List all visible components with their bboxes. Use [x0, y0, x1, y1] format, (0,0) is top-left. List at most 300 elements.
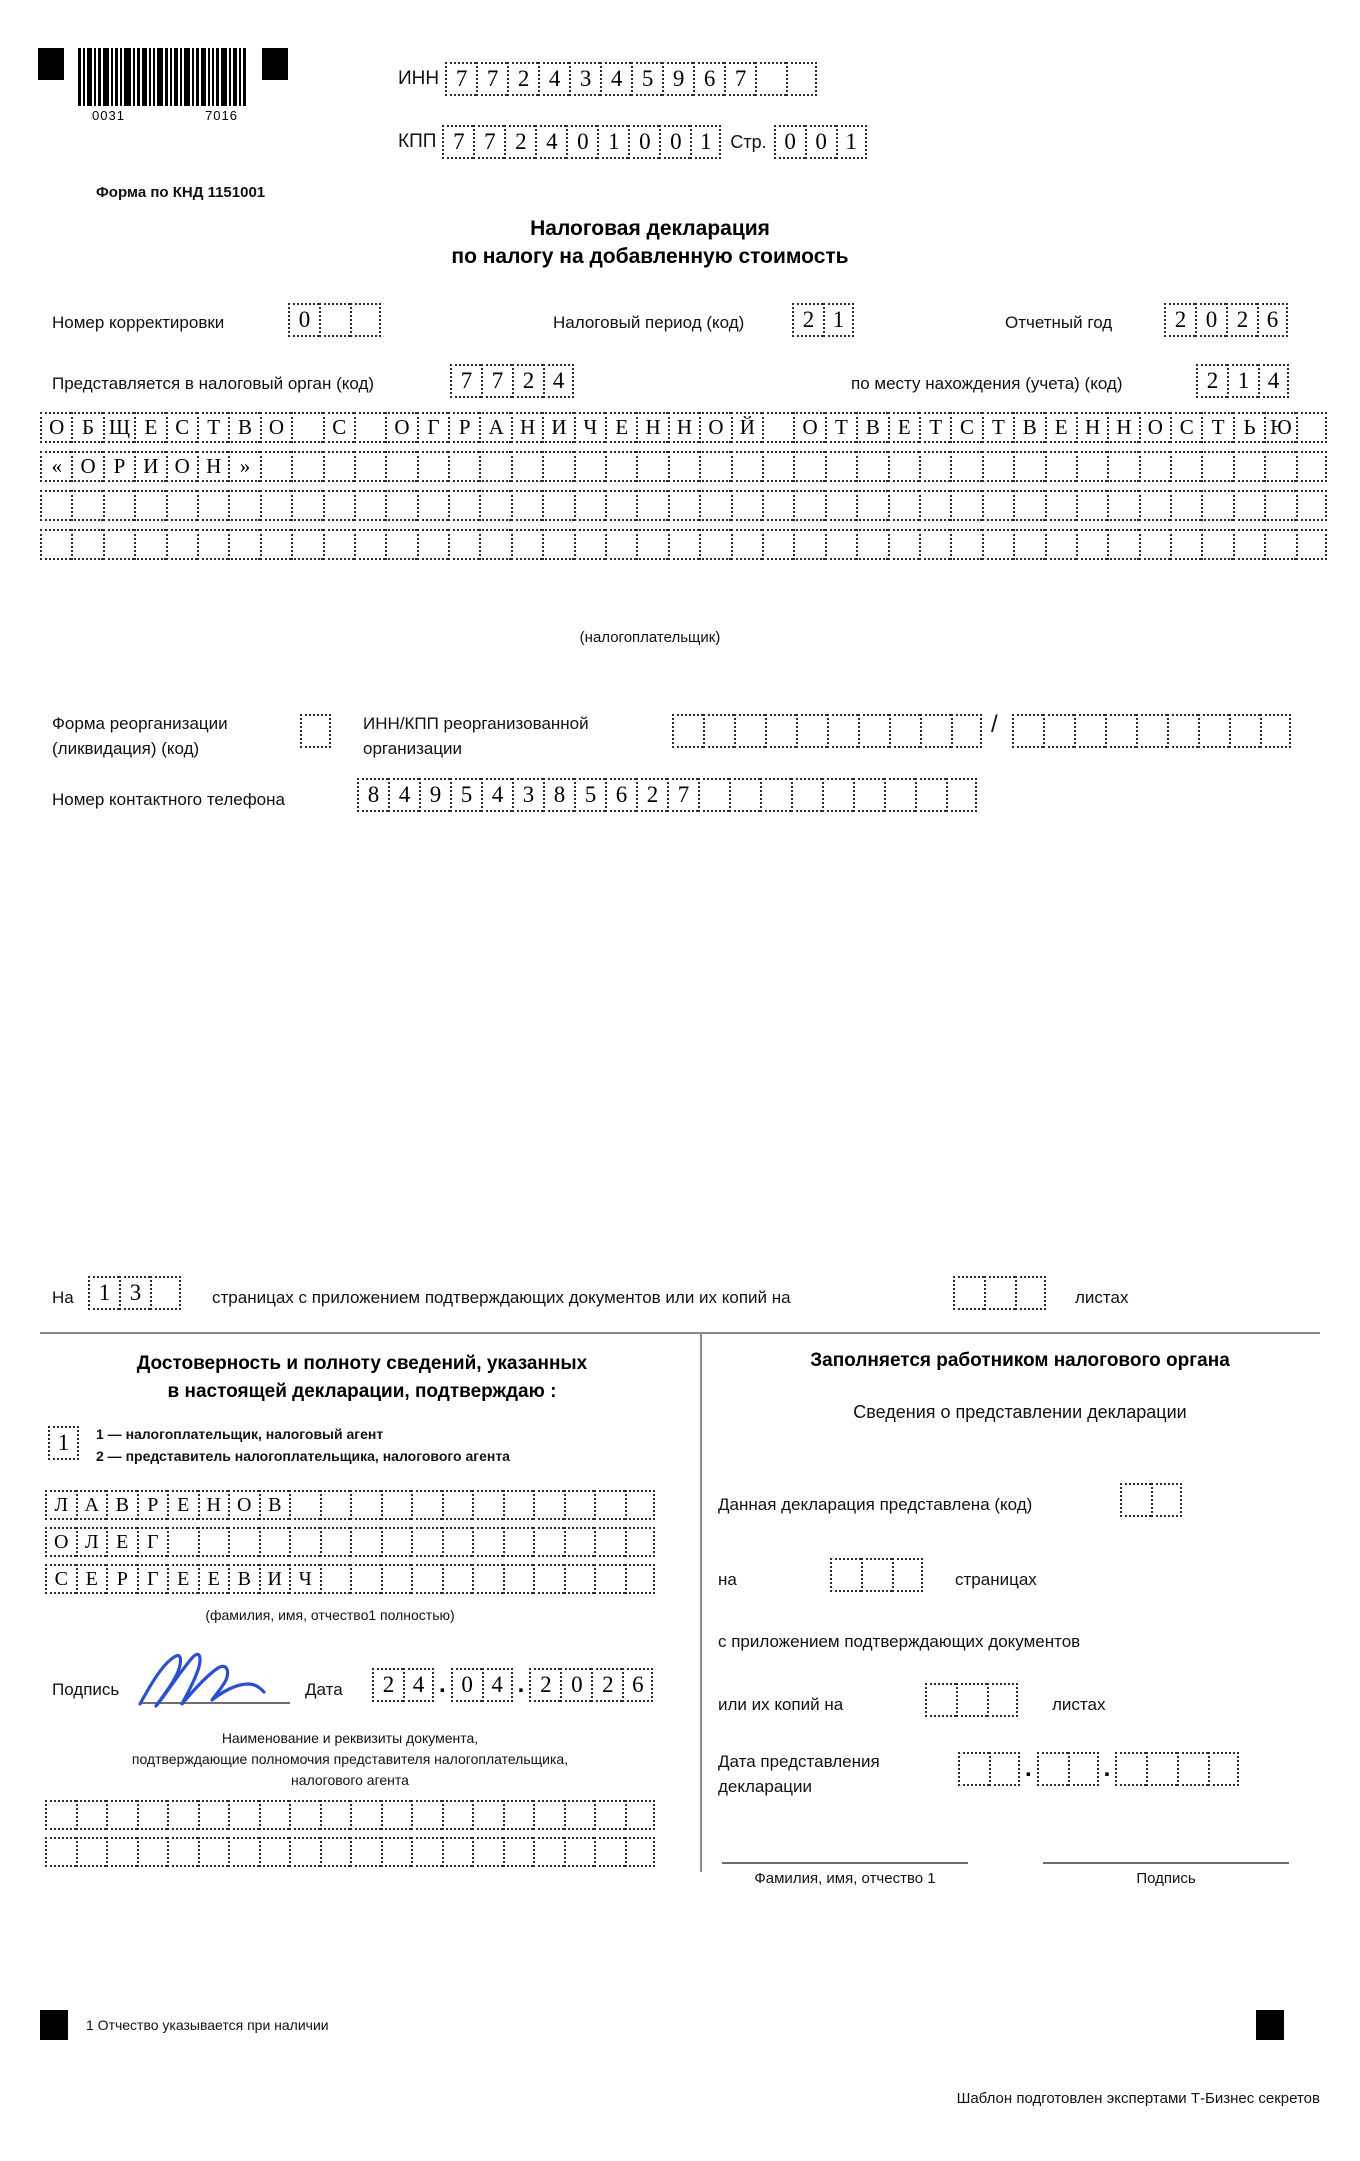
form-cell[interactable] [1201, 529, 1232, 560]
form-cell[interactable]: Е [198, 1564, 229, 1594]
form-cell[interactable] [574, 451, 605, 482]
form-cell[interactable]: 4 [482, 1668, 513, 1702]
form-cell[interactable] [1012, 714, 1043, 748]
form-cell[interactable] [1146, 1752, 1177, 1786]
form-cell[interactable]: В [106, 1490, 137, 1520]
form-cell[interactable] [198, 1800, 229, 1830]
form-cell[interactable] [1208, 1752, 1239, 1786]
form-cell[interactable] [166, 490, 197, 521]
taxpayer-name-row-4[interactable] [40, 529, 1327, 560]
form-cell[interactable] [1170, 451, 1201, 482]
form-cell[interactable] [320, 1837, 351, 1867]
form-cell[interactable] [198, 1527, 229, 1557]
form-cell[interactable] [856, 529, 887, 560]
form-cell[interactable] [411, 1527, 442, 1557]
form-cell[interactable] [106, 1837, 137, 1867]
form-cell[interactable]: А [479, 412, 510, 443]
form-cell[interactable] [103, 529, 134, 560]
form-cell[interactable] [533, 1837, 564, 1867]
reporting-year-input[interactable] [1164, 303, 1288, 337]
form-cell[interactable] [625, 1490, 656, 1520]
form-cell[interactable]: 1 [836, 125, 867, 159]
submitted-code-input[interactable] [1120, 1483, 1182, 1517]
form-cell[interactable] [605, 490, 636, 521]
form-cell[interactable] [411, 1837, 442, 1867]
form-cell[interactable]: Ю [1264, 412, 1295, 443]
form-cell[interactable]: » [228, 451, 259, 482]
representative-document-grid[interactable] [45, 1800, 655, 1867]
form-cell[interactable]: 0 [774, 125, 805, 159]
form-cell[interactable] [260, 451, 291, 482]
form-cell[interactable] [1170, 490, 1201, 521]
form-cell[interactable] [858, 714, 889, 748]
form-cell[interactable] [259, 1837, 290, 1867]
form-cell[interactable]: Р [106, 1564, 137, 1594]
form-cell[interactable]: Л [76, 1527, 107, 1557]
form-cell[interactable]: И [134, 451, 165, 482]
form-cell[interactable] [950, 529, 981, 560]
form-cell[interactable]: 7 [450, 364, 481, 398]
form-cell[interactable]: Г [417, 412, 448, 443]
form-cell[interactable] [699, 529, 730, 560]
form-cell[interactable]: 6 [693, 62, 724, 96]
form-cell[interactable] [411, 1490, 442, 1520]
form-cell[interactable]: Т [919, 412, 950, 443]
form-cell[interactable]: Й [731, 412, 762, 443]
form-cell[interactable]: Щ [103, 412, 134, 443]
form-cell[interactable] [354, 451, 385, 482]
form-cell[interactable]: Е [605, 412, 636, 443]
form-cell[interactable]: 5 [450, 778, 481, 812]
form-cell[interactable]: 1 [88, 1276, 119, 1310]
form-cell[interactable] [197, 490, 228, 521]
form-cell[interactable]: Е [888, 412, 919, 443]
form-cell[interactable] [1167, 714, 1198, 748]
form-cell[interactable] [533, 1564, 564, 1594]
form-cell[interactable] [989, 1752, 1020, 1786]
form-cell[interactable]: 0 [659, 125, 690, 159]
form-cell[interactable] [1136, 714, 1167, 748]
form-cell[interactable] [385, 490, 416, 521]
form-cell[interactable] [150, 1276, 181, 1310]
form-cell[interactable] [442, 1800, 473, 1830]
form-cell[interactable] [533, 1527, 564, 1557]
form-cell[interactable] [731, 490, 762, 521]
form-cell[interactable] [385, 451, 416, 482]
form-cell[interactable] [1107, 529, 1138, 560]
form-cell[interactable] [533, 1490, 564, 1520]
form-cell[interactable]: 0 [451, 1668, 482, 1702]
form-cell[interactable] [350, 1800, 381, 1830]
signature-date-day[interactable] [372, 1668, 434, 1702]
form-cell[interactable] [987, 1683, 1018, 1717]
form-cell[interactable] [791, 778, 822, 812]
form-cell[interactable] [668, 451, 699, 482]
form-cell[interactable] [699, 451, 730, 482]
form-cell[interactable] [1068, 1752, 1099, 1786]
form-cell[interactable] [479, 529, 510, 560]
form-cell[interactable] [289, 1837, 320, 1867]
form-cell[interactable] [354, 529, 385, 560]
form-cell[interactable]: Н [1107, 412, 1138, 443]
form-cell[interactable] [503, 1800, 534, 1830]
form-cell[interactable]: 4 [600, 62, 631, 96]
form-cell[interactable] [45, 1837, 76, 1867]
form-cell[interactable] [889, 714, 920, 748]
reorg-form-code-input[interactable] [300, 714, 331, 748]
form-cell[interactable]: 1 [823, 303, 854, 337]
form-cell[interactable] [320, 1527, 351, 1557]
form-cell[interactable] [417, 529, 448, 560]
form-cell[interactable] [503, 1564, 534, 1594]
form-cell[interactable]: С [323, 412, 354, 443]
form-cell[interactable] [542, 451, 573, 482]
form-cell[interactable] [40, 490, 71, 521]
form-cell[interactable] [448, 529, 479, 560]
form-cell[interactable] [1043, 714, 1074, 748]
form-cell[interactable] [106, 1800, 137, 1830]
signature-date-month[interactable] [451, 1668, 513, 1702]
form-cell[interactable] [1107, 490, 1138, 521]
form-cell[interactable] [291, 490, 322, 521]
form-cell[interactable] [982, 451, 1013, 482]
form-cell[interactable]: Т [825, 412, 856, 443]
form-cell[interactable] [1115, 1752, 1146, 1786]
form-cell[interactable]: 2 [591, 1668, 622, 1702]
official-date-group[interactable] [958, 1752, 1239, 1786]
form-cell[interactable]: 1 [1227, 364, 1258, 398]
form-cell[interactable] [953, 1276, 984, 1310]
form-cell[interactable] [1045, 490, 1076, 521]
form-cell[interactable] [448, 490, 479, 521]
form-cell[interactable] [503, 1837, 534, 1867]
form-cell[interactable] [1105, 714, 1136, 748]
form-cell[interactable] [291, 529, 322, 560]
form-cell[interactable] [1076, 451, 1107, 482]
form-cell[interactable] [1233, 490, 1264, 521]
form-cell[interactable] [796, 714, 827, 748]
form-cell[interactable] [564, 1527, 595, 1557]
signature-date-year[interactable] [529, 1668, 653, 1702]
form-cell[interactable] [228, 529, 259, 560]
official-date-year[interactable] [1115, 1752, 1239, 1786]
form-cell[interactable] [76, 1837, 107, 1867]
form-cell[interactable] [920, 714, 951, 748]
form-cell[interactable] [137, 1837, 168, 1867]
official-date-day[interactable] [958, 1752, 1020, 1786]
form-cell[interactable] [45, 1800, 76, 1830]
form-cell[interactable]: Е [76, 1564, 107, 1594]
form-cell[interactable] [1074, 714, 1105, 748]
form-cell[interactable] [731, 529, 762, 560]
form-cell[interactable] [594, 1800, 625, 1830]
taxpayer-name-row-3[interactable] [40, 490, 1327, 521]
form-cell[interactable] [793, 529, 824, 560]
form-cell[interactable] [762, 451, 793, 482]
form-cell[interactable]: Н [197, 451, 228, 482]
form-cell[interactable]: 1 [48, 1426, 79, 1460]
form-cell[interactable]: 3 [119, 1276, 150, 1310]
form-cell[interactable] [300, 714, 331, 748]
form-cell[interactable] [888, 529, 919, 560]
form-cell[interactable] [411, 1800, 442, 1830]
form-cell[interactable] [71, 529, 102, 560]
representative-doc-row-1[interactable] [45, 1800, 655, 1830]
form-cell[interactable]: 2 [529, 1668, 560, 1702]
form-cell[interactable] [956, 1683, 987, 1717]
form-cell[interactable]: О [71, 451, 102, 482]
form-cell[interactable]: С [1170, 412, 1201, 443]
form-cell[interactable] [442, 1564, 473, 1594]
form-cell[interactable] [636, 490, 667, 521]
form-cell[interactable]: Н [511, 412, 542, 443]
form-cell[interactable] [668, 529, 699, 560]
form-cell[interactable] [260, 529, 291, 560]
form-cell[interactable] [853, 778, 884, 812]
form-cell[interactable] [71, 490, 102, 521]
form-cell[interactable] [1229, 714, 1260, 748]
form-cell[interactable] [1264, 529, 1295, 560]
form-cell[interactable] [958, 1752, 989, 1786]
form-cell[interactable] [137, 1800, 168, 1830]
signer-surname-row[interactable] [45, 1490, 655, 1520]
representative-doc-row-2[interactable] [45, 1837, 655, 1867]
form-cell[interactable] [884, 778, 915, 812]
form-cell[interactable]: Е [167, 1564, 198, 1594]
form-cell[interactable]: 2 [792, 303, 823, 337]
form-cell[interactable] [511, 451, 542, 482]
form-cell[interactable]: 4 [1258, 364, 1289, 398]
page-number-input[interactable] [774, 125, 867, 159]
form-cell[interactable]: 3 [569, 62, 600, 96]
form-cell[interactable] [982, 529, 1013, 560]
form-cell[interactable] [381, 1837, 412, 1867]
form-cell[interactable] [950, 451, 981, 482]
form-cell[interactable] [1264, 451, 1295, 482]
form-cell[interactable] [734, 714, 765, 748]
form-cell[interactable] [289, 1800, 320, 1830]
form-cell[interactable] [197, 529, 228, 560]
form-cell[interactable]: В [259, 1490, 290, 1520]
form-cell[interactable] [946, 778, 977, 812]
form-cell[interactable] [166, 529, 197, 560]
form-cell[interactable]: 2 [636, 778, 667, 812]
form-cell[interactable]: 0 [566, 125, 597, 159]
form-cell[interactable] [442, 1837, 473, 1867]
form-cell[interactable]: 4 [481, 778, 512, 812]
form-cell[interactable] [103, 490, 134, 521]
form-cell[interactable]: Н [1076, 412, 1107, 443]
place-of-registration-input[interactable] [1196, 364, 1289, 398]
form-cell[interactable]: 5 [631, 62, 662, 96]
form-cell[interactable] [594, 1490, 625, 1520]
form-cell[interactable] [1177, 1752, 1208, 1786]
form-cell[interactable] [1264, 490, 1295, 521]
form-cell[interactable] [1260, 714, 1291, 748]
form-cell[interactable]: Е [1045, 412, 1076, 443]
form-cell[interactable] [1107, 451, 1138, 482]
form-cell[interactable] [503, 1490, 534, 1520]
form-cell[interactable] [381, 1490, 412, 1520]
form-cell[interactable]: С [166, 412, 197, 443]
form-cell[interactable] [760, 778, 791, 812]
form-cell[interactable] [1076, 490, 1107, 521]
form-cell[interactable]: Г [137, 1527, 168, 1557]
form-cell[interactable] [228, 490, 259, 521]
form-cell[interactable]: О [385, 412, 416, 443]
form-cell[interactable] [442, 1490, 473, 1520]
signer-patronymic-row[interactable] [45, 1564, 655, 1594]
form-cell[interactable] [1151, 1483, 1182, 1517]
form-cell[interactable] [1120, 1483, 1151, 1517]
form-cell[interactable]: О [166, 451, 197, 482]
form-cell[interactable] [291, 412, 322, 443]
form-cell[interactable]: 2 [1196, 364, 1227, 398]
form-cell[interactable] [786, 62, 817, 96]
form-cell[interactable] [672, 714, 703, 748]
form-cell[interactable] [793, 451, 824, 482]
form-cell[interactable] [765, 714, 796, 748]
form-cell[interactable] [1170, 529, 1201, 560]
form-cell[interactable] [319, 303, 350, 337]
official-pages-input[interactable] [830, 1558, 923, 1592]
form-cell[interactable] [1139, 451, 1170, 482]
form-cell[interactable] [134, 529, 165, 560]
form-cell[interactable] [856, 490, 887, 521]
form-cell[interactable] [1037, 1752, 1068, 1786]
form-cell[interactable] [861, 1558, 892, 1592]
form-cell[interactable]: Г [137, 1564, 168, 1594]
form-cell[interactable]: 2 [507, 62, 538, 96]
form-cell[interactable] [729, 778, 760, 812]
form-cell[interactable]: В [228, 1564, 259, 1594]
form-cell[interactable]: Т [1201, 412, 1232, 443]
taxpayer-name-row-2[interactable] [40, 451, 1327, 482]
form-cell[interactable] [699, 490, 730, 521]
form-cell[interactable]: 6 [605, 778, 636, 812]
form-cell[interactable] [320, 1564, 351, 1594]
form-cell[interactable] [703, 714, 734, 748]
form-cell[interactable] [1296, 451, 1327, 482]
phone-input[interactable] [357, 778, 977, 812]
form-cell[interactable] [167, 1800, 198, 1830]
form-cell[interactable] [762, 490, 793, 521]
form-cell[interactable] [636, 451, 667, 482]
form-cell[interactable] [762, 412, 793, 443]
form-cell[interactable] [381, 1564, 412, 1594]
form-cell[interactable] [564, 1800, 595, 1830]
form-cell[interactable] [350, 1490, 381, 1520]
form-cell[interactable] [503, 1527, 534, 1557]
form-cell[interactable]: О [260, 412, 291, 443]
form-cell[interactable] [1013, 529, 1044, 560]
form-cell[interactable]: В [228, 412, 259, 443]
form-cell[interactable] [354, 490, 385, 521]
form-cell[interactable]: 6 [622, 1668, 653, 1702]
form-cell[interactable] [350, 1837, 381, 1867]
form-cell[interactable]: 8 [357, 778, 388, 812]
form-cell[interactable] [472, 1527, 503, 1557]
form-cell[interactable] [350, 1564, 381, 1594]
signer-name-grid[interactable] [45, 1490, 655, 1594]
form-cell[interactable] [320, 1490, 351, 1520]
form-cell[interactable]: А [76, 1490, 107, 1520]
form-cell[interactable]: С [950, 412, 981, 443]
form-cell[interactable]: 7 [473, 125, 504, 159]
form-cell[interactable]: О [45, 1527, 76, 1557]
form-cell[interactable]: Р [137, 1490, 168, 1520]
form-cell[interactable] [511, 529, 542, 560]
form-cell[interactable]: 0 [288, 303, 319, 337]
form-cell[interactable]: « [40, 451, 71, 482]
form-cell[interactable]: 2 [372, 1668, 403, 1702]
form-cell[interactable] [564, 1564, 595, 1594]
correction-number-input[interactable] [288, 303, 381, 337]
form-cell[interactable] [479, 490, 510, 521]
form-cell[interactable] [1139, 529, 1170, 560]
form-cell[interactable] [825, 490, 856, 521]
form-cell[interactable]: Ч [574, 412, 605, 443]
form-cell[interactable] [1076, 529, 1107, 560]
form-cell[interactable]: 0 [628, 125, 659, 159]
form-cell[interactable] [594, 1837, 625, 1867]
form-cell[interactable] [381, 1800, 412, 1830]
form-cell[interactable]: Н [636, 412, 667, 443]
form-cell[interactable] [542, 490, 573, 521]
form-cell[interactable]: Л [45, 1490, 76, 1520]
pages-count-input[interactable] [88, 1276, 181, 1310]
form-cell[interactable]: Е [134, 412, 165, 443]
form-cell[interactable] [825, 529, 856, 560]
form-cell[interactable] [605, 451, 636, 482]
form-cell[interactable]: О [40, 412, 71, 443]
form-cell[interactable]: 2 [504, 125, 535, 159]
attachment-sheets-input[interactable] [953, 1276, 1046, 1310]
tax-authority-input[interactable] [450, 364, 574, 398]
kpp-input[interactable] [442, 125, 721, 159]
form-cell[interactable] [1015, 1276, 1046, 1310]
form-cell[interactable] [1233, 451, 1264, 482]
form-cell[interactable]: Н [668, 412, 699, 443]
form-cell[interactable]: О [699, 412, 730, 443]
official-date-month[interactable] [1037, 1752, 1099, 1786]
form-cell[interactable] [259, 1527, 290, 1557]
form-cell[interactable]: Б [71, 412, 102, 443]
form-cell[interactable]: 7 [481, 364, 512, 398]
form-cell[interactable] [167, 1837, 198, 1867]
taxpayer-name-row-1[interactable] [40, 412, 1327, 443]
form-cell[interactable]: 5 [574, 778, 605, 812]
form-cell[interactable] [1201, 451, 1232, 482]
form-cell[interactable] [793, 490, 824, 521]
reorg-inn-input[interactable] [672, 714, 982, 748]
form-cell[interactable]: 4 [388, 778, 419, 812]
form-cell[interactable]: 6 [1257, 303, 1288, 337]
form-cell[interactable] [636, 529, 667, 560]
form-cell[interactable] [323, 451, 354, 482]
form-cell[interactable]: Н [198, 1490, 229, 1520]
form-cell[interactable] [594, 1564, 625, 1594]
form-cell[interactable]: 7 [476, 62, 507, 96]
form-cell[interactable] [198, 1837, 229, 1867]
form-cell[interactable]: 4 [535, 125, 566, 159]
form-cell[interactable] [323, 529, 354, 560]
form-cell[interactable] [762, 529, 793, 560]
form-cell[interactable]: В [1013, 412, 1044, 443]
taxpayer-name-grid[interactable] [40, 412, 1327, 560]
form-cell[interactable] [320, 1800, 351, 1830]
form-cell[interactable] [1013, 451, 1044, 482]
